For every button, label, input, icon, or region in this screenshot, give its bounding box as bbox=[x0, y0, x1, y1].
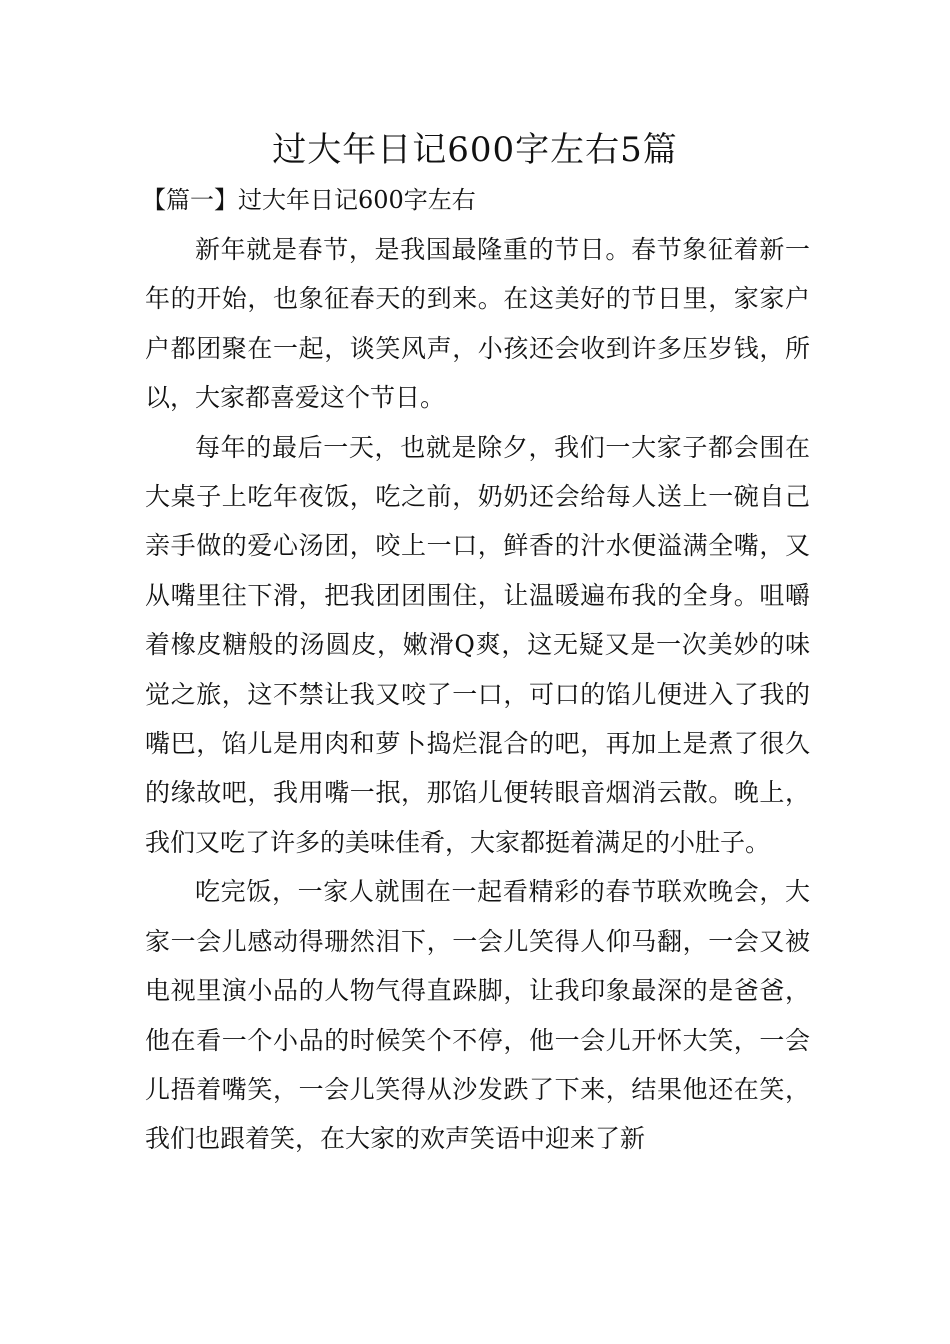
paragraph-3: 吃完饭，一家人就围在一起看精彩的春节联欢晚会，大家一会儿感动得珊然泪下，一会儿笑得人仰马翻，一会又被电视里演小品的人物气得直跺脚，让我印象最深的是爸爸，他在看一个小品的时候笑个不停，他一会儿开怀大笑，一会儿捂着嘴笑，一会儿笑得从沙发跌了下来，结果他还在笑，我们也跟着笑，在大家的欢声笑语中迎来了新 bbox=[145, 877, 810, 1154]
document-body bbox=[145, 225, 810, 1164]
paragraph-2: 每年的最后一天，也就是除夕，我们一大家子都会围在大桌子上吃年夜饭，吃之前，奶奶还会给每人送上一碗自己亲手做的爱心汤团，咬上一口，鲜香的汁水便溢满全嘴，又从嘴里往下滑，把我团团围住，让温暖遍布我的全身。咀嚼着橡皮糖般的汤圆皮，嫩滑Q爽，这无疑又是一次美妙的味觉之旅，这不禁让我又咬了一口，可口的馅儿便进入了我的嘴巴，馅儿是用肉和萝卜捣烂混合的吧，再加上是煮了很久的缘故吧，我用嘴一抿，那馅儿便转眼音烟消云散。晚上，我们又吃了许多的美味佳肴，大家都挺着满足的小肚子。 bbox=[145, 432, 810, 857]
paragraph-1: 新年就是春节，是我国最隆重的节日。春节象征着新一年的开始，也象征春天的到来。在这美好的节日里，家家户户都团聚在一起，谈笑风声，小孩还会收到许多压岁钱，所以，大家都喜爱这个节日。 bbox=[145, 235, 810, 413]
document-title: 过大年日记600字左右5篇 bbox=[272, 130, 678, 170]
section-heading: 【篇一】过大年日记600字左右 bbox=[142, 186, 476, 214]
